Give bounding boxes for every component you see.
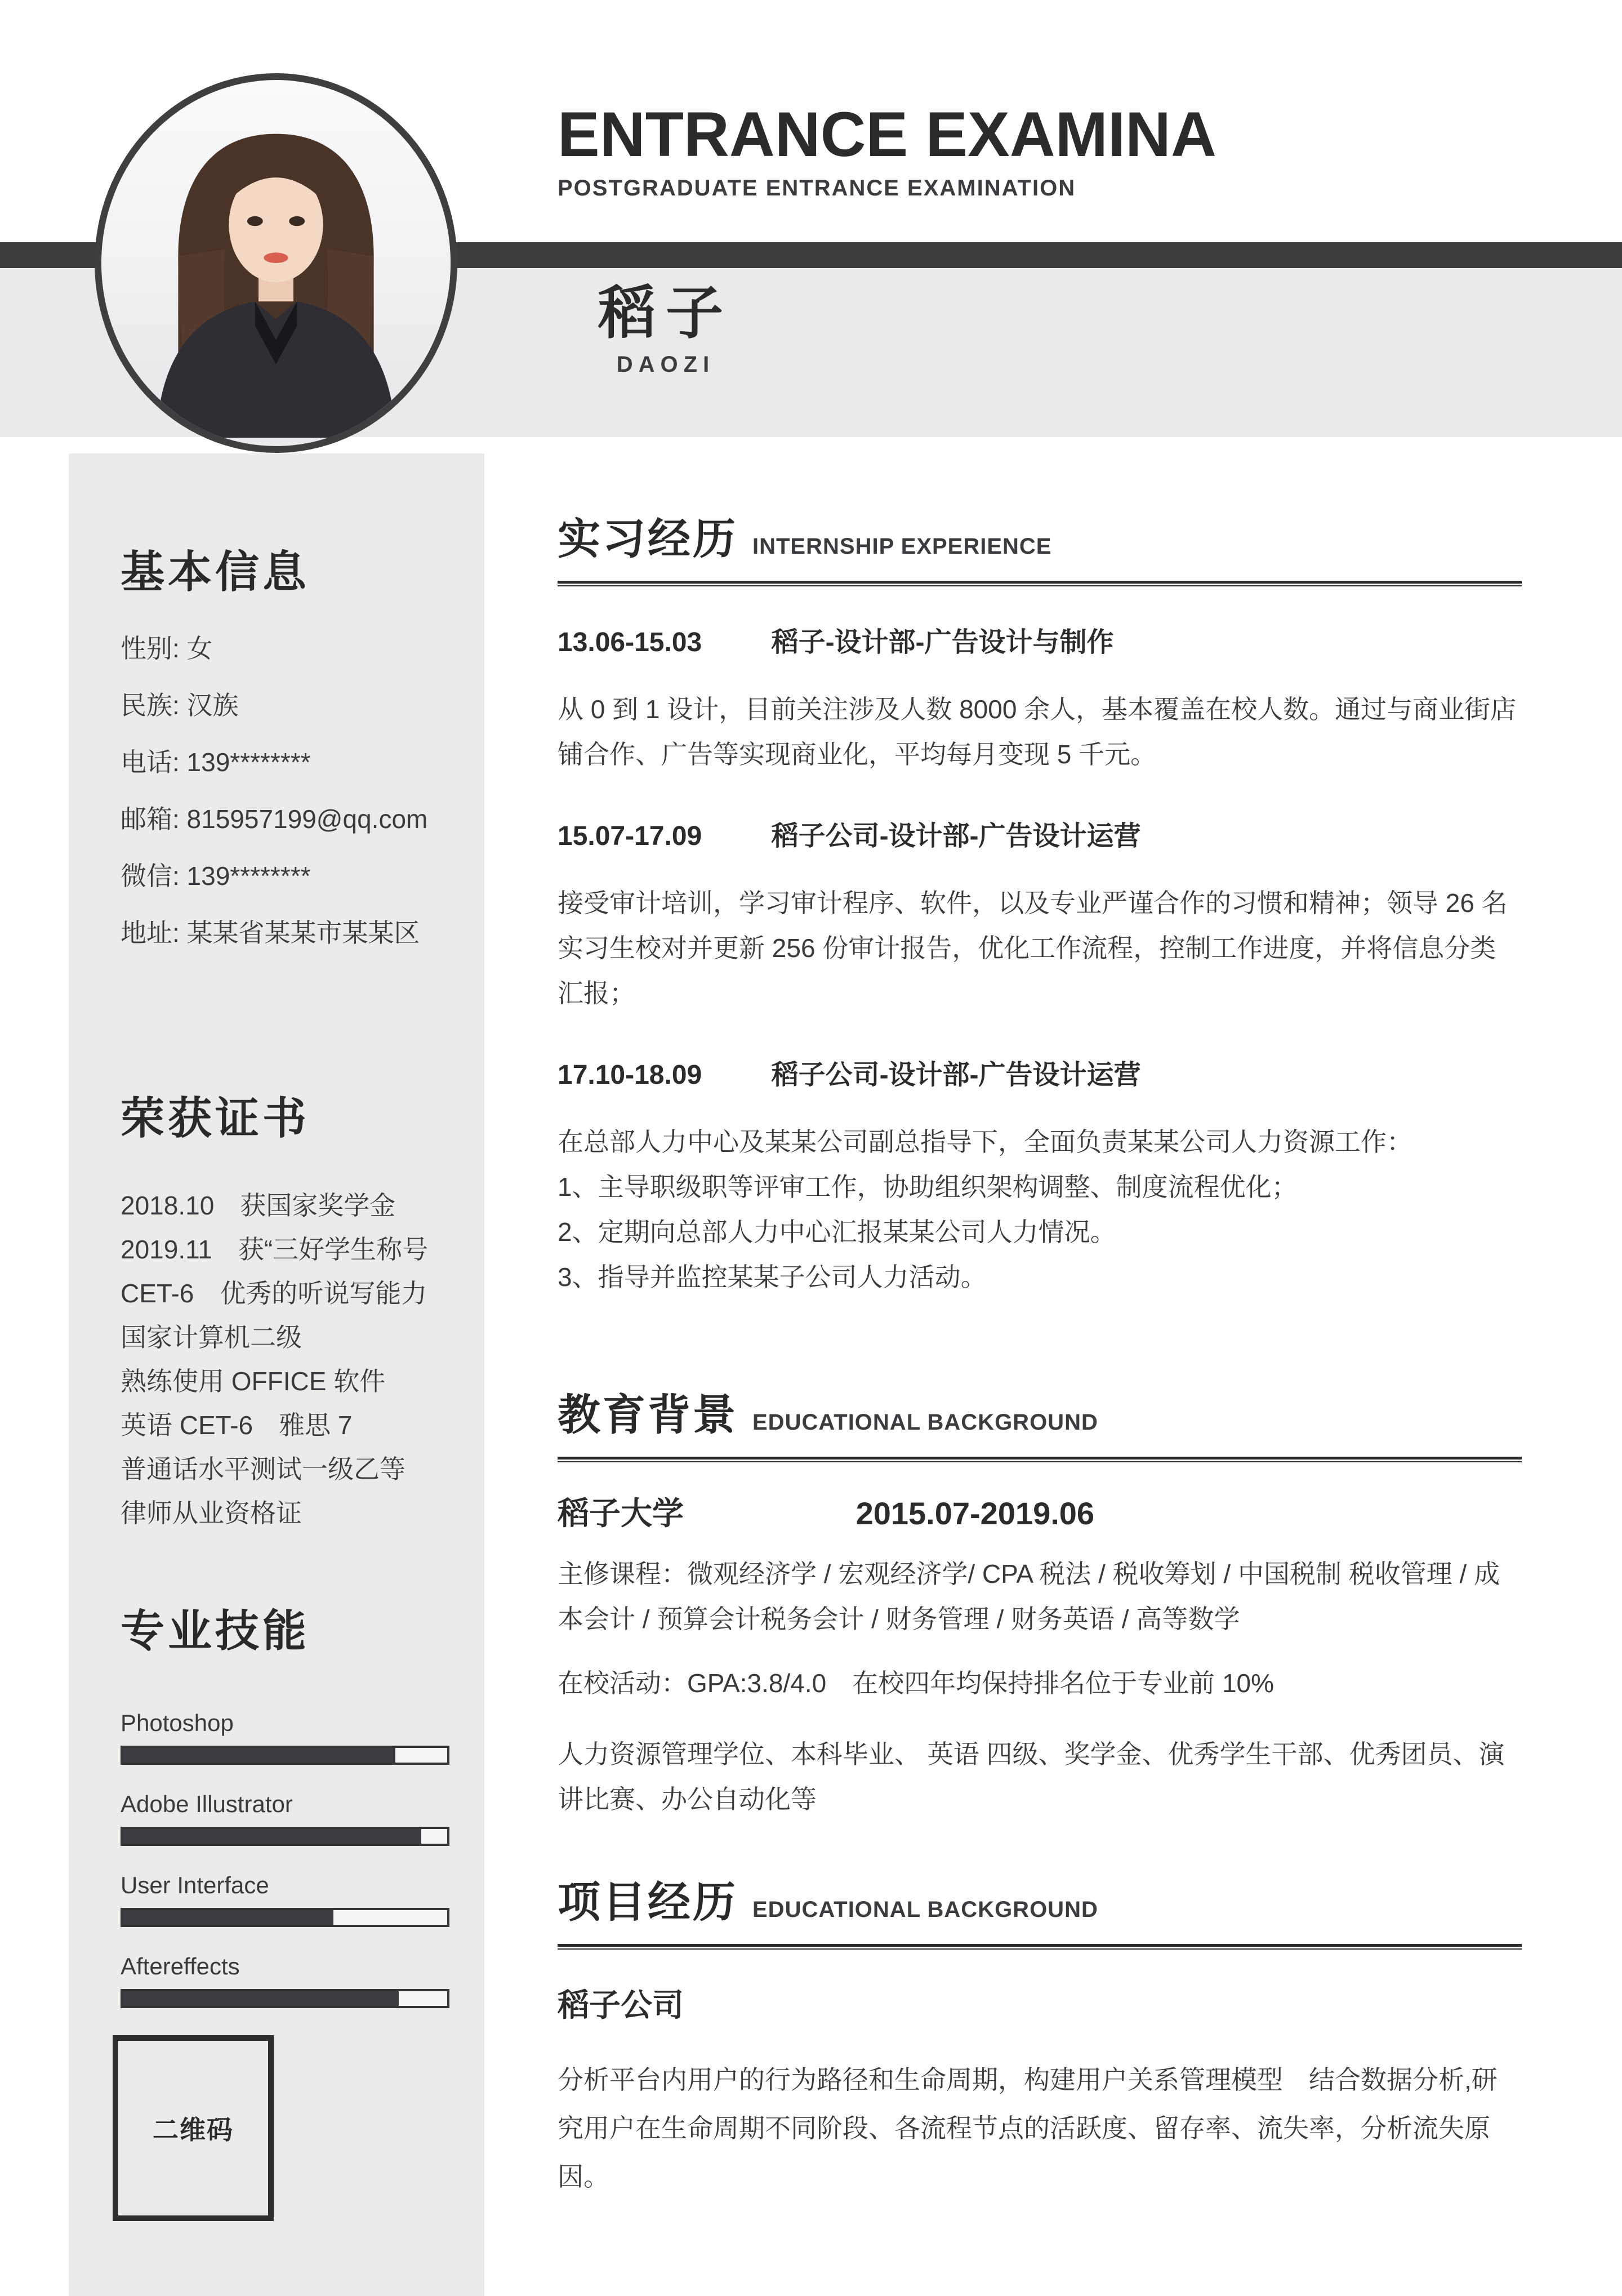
basic-info-title: 基本信息	[121, 546, 310, 597]
skill-bar-fill	[123, 1829, 421, 1844]
skill-bar-track	[121, 1827, 449, 1846]
job-desc-line: 在总部人力中心及某某公司副总指导下，全面负责某某公司人力资源工作：	[558, 1127, 1412, 1156]
school-row	[558, 1495, 1522, 1532]
info-item-address: 地址: 某某省某某市某某区	[121, 918, 420, 948]
internship-title-zh: 实习经历	[558, 515, 738, 563]
school-period: 2015.07-2019.06	[855, 1496, 1095, 1531]
job-title: 稻子-设计部-广告设计与制作	[771, 628, 1114, 657]
qr-placeholder-box	[113, 2035, 274, 2221]
skills-section	[121, 1568, 471, 2008]
skill-bar-fill	[123, 1748, 395, 1763]
skill-user-interface	[121, 1872, 471, 1927]
section-divider	[558, 1944, 1522, 1950]
candidate-name: 稻子	[598, 281, 733, 345]
basic-info-section	[121, 509, 471, 976]
job-entry-1	[558, 626, 1522, 777]
skill-bar-track	[121, 1746, 449, 1765]
project-header	[558, 1876, 1522, 1929]
internship-title-en: INTERNSHIP EXPERIENCE	[752, 534, 1052, 559]
portrait-illustration	[101, 80, 451, 446]
project-section	[558, 1876, 1522, 2201]
job-heading	[558, 820, 1522, 853]
certificates-title: 荣获证书	[121, 1093, 310, 1143]
qr-section	[121, 2035, 471, 2221]
job-entry-3	[558, 1058, 1522, 1300]
education-honors: 人力资源管理学位、本科毕业、 英语 四级、奖学金、优秀学生干部、优秀团员、演讲比赛、办公自动化等	[558, 1739, 1505, 1814]
info-item-ethnicity: 民族: 汉族	[121, 691, 239, 720]
job-desc-line: 接受审计培训，学习审计程序、软件，以及专业严谨合作的习惯和精神；领导 26 名实习生校对并更新 256 份审计报告，优化工作流程，控制工作进度，并将信息分类汇报；	[558, 888, 1508, 1008]
skill-bar-fill	[123, 1991, 399, 2006]
skill-bar-track	[121, 1908, 449, 1927]
skill-label: Aftereffects	[121, 1952, 240, 1979]
certificate-item: 熟练使用 OFFICE 软件	[121, 1366, 386, 1396]
skill-bar-track	[121, 1989, 449, 2008]
project-title-zh: 项目经历	[558, 1879, 738, 1926]
page-subtitle: POSTGRADUATE ENTRANCE EXAMINATION	[558, 175, 1076, 201]
certificate-item: 2019.11 获“三好学生称号	[121, 1234, 429, 1264]
job-title: 稻子公司-设计部-广告设计运营	[771, 1060, 1141, 1090]
education-header	[558, 1389, 1522, 1442]
info-item-phone: 电话: 139********	[121, 747, 311, 777]
info-item-email: 邮箱: 815957199@qq.com	[121, 804, 428, 834]
certificates-section	[121, 1055, 471, 1535]
job-desc-line: 2、定期向总部人力中心汇报某某公司人力情况。	[558, 1217, 1116, 1247]
job-desc-line: 从 0 到 1 设计，目前关注涉及人数 8000 余人，基本覆盖在校人数。通过与商业街店铺合作、广告等实现商业化，平均每月变现 5 千元。	[558, 695, 1517, 769]
skills-title: 专业技能	[121, 1605, 310, 1656]
skills-list	[121, 1710, 471, 2008]
job-period: 17.10-18.09	[558, 1060, 702, 1090]
certificate-item: 国家计算机二级	[121, 1322, 302, 1352]
page-title: ENTRANCE EXAMINA	[558, 99, 1216, 170]
education-title-en: EDUCATIONAL BACKGROUND	[752, 1410, 1098, 1435]
education-courses: 主修课程：微观经济学 / 宏观经济学/ CPA 税法 / 税收筹划 / 中国税制 税收管理 / 成本会计 / 预算会计税务会计 / 财务管理 / 财务英语 / 高等数学	[558, 1559, 1500, 1634]
candidate-name-latin: DAOZI	[616, 352, 715, 377]
basic-info-list	[121, 635, 471, 946]
school-name: 稻子大学	[558, 1496, 684, 1531]
job-description	[558, 880, 1522, 1016]
qr-label: 二维码	[153, 2115, 234, 2144]
internship-header	[558, 513, 1522, 566]
section-divider	[558, 1457, 1522, 1462]
job-entry-2	[558, 820, 1522, 1016]
sidebar	[69, 453, 484, 2296]
certificate-item: 2018.10 获国家奖学金	[121, 1190, 396, 1220]
education-section	[558, 1389, 1522, 1822]
profile-photo	[95, 73, 457, 453]
certificate-item: 普通话水平测试一级乙等	[121, 1454, 406, 1484]
skill-illustrator	[121, 1791, 471, 1846]
certificate-item: CET-6 优秀的听说写能力	[121, 1278, 427, 1308]
section-divider	[558, 581, 1522, 586]
job-description	[558, 687, 1522, 777]
job-description	[558, 1119, 1522, 1300]
info-item-gender: 性别: 女	[121, 634, 213, 664]
skill-bar-fill	[123, 1910, 333, 1925]
job-period: 15.07-17.09	[558, 821, 702, 851]
job-heading	[558, 626, 1522, 660]
project-company: 稻子公司	[558, 1987, 684, 2023]
job-heading	[558, 1058, 1522, 1092]
job-title: 稻子公司-设计部-广告设计运营	[771, 821, 1141, 851]
skill-photoshop	[121, 1710, 471, 1765]
skill-label: Adobe Illustrator	[121, 1790, 293, 1817]
header	[558, 101, 1216, 201]
job-desc-line: 1、主导职级职等评审工作，协助组织架构调整、制度流程优化；	[558, 1172, 1298, 1202]
internship-section	[558, 513, 1522, 1300]
skill-label: User Interface	[121, 1871, 269, 1898]
certificates-list	[121, 1183, 471, 1535]
job-desc-line: 3、指导并监控某某子公司人力活动。	[558, 1262, 987, 1292]
project-title-en: EDUCATIONAL BACKGROUND	[752, 1897, 1098, 1922]
project-description: 分析平台内用户的行为路径和生命周期，构建用户关系管理模型 结合数据分析,研究用户在生命周期不同阶段、各流程节点的活跃度、留存率、流失率，分析流失原因。	[558, 2065, 1498, 2191]
certificate-item: 英语 CET-6 雅思 7	[121, 1410, 353, 1440]
skill-aftereffects	[121, 1953, 471, 2008]
certificate-item: 律师从业资格证	[121, 1498, 302, 1528]
education-title-zh: 教育背景	[558, 1391, 738, 1439]
education-activities: 在校活动：GPA:3.8/4.0 在校四年均保持排名位于专业前 10%	[558, 1668, 1275, 1698]
skill-label: Photoshop	[121, 1709, 234, 1736]
info-item-wechat: 微信: 139********	[121, 861, 311, 891]
job-period: 13.06-15.03	[558, 628, 702, 657]
candidate-name-block	[598, 281, 733, 377]
